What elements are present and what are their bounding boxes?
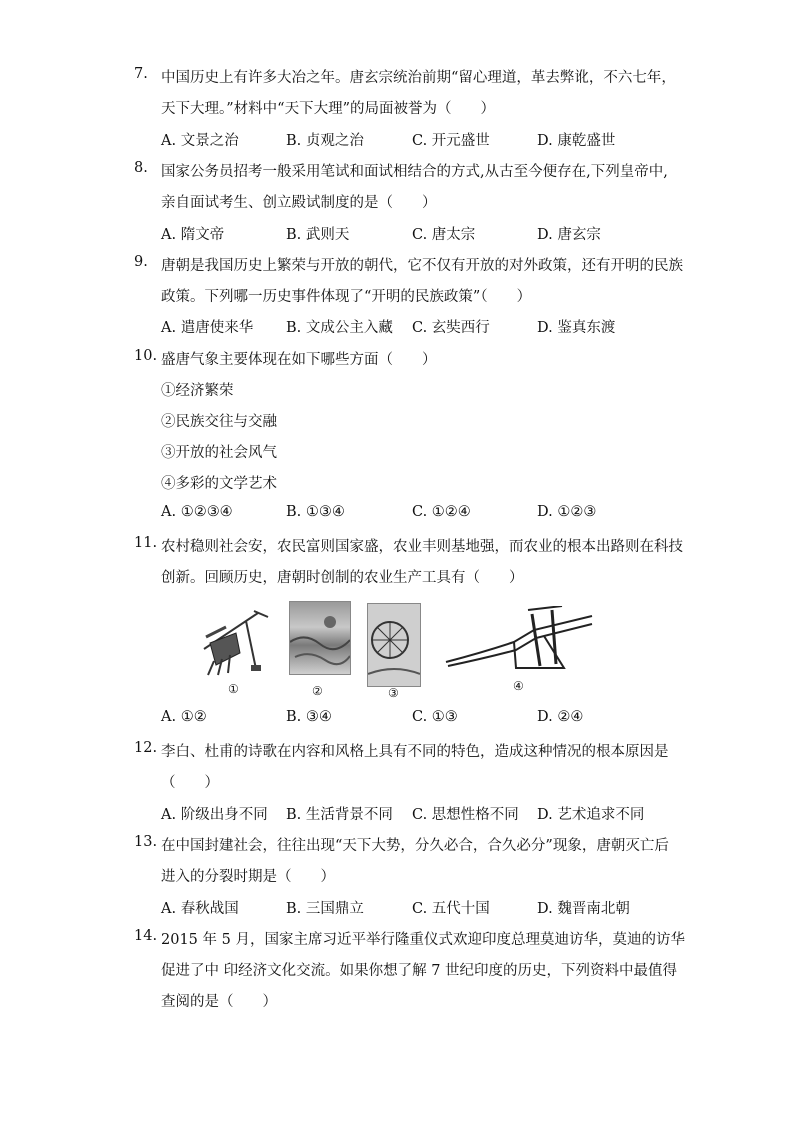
question-number: 7.: [134, 66, 148, 82]
option-c[interactable]: C. 唐太宗: [412, 227, 476, 243]
option-a[interactable]: A. ①②: [161, 709, 207, 725]
question-text: 天下大理。”材料中“天下大理”的局面被誉为（ ）: [161, 101, 495, 117]
option-b[interactable]: B. 文成公主入藏: [286, 320, 393, 336]
water-wheel-photo: [367, 603, 421, 687]
question-text: 李白、杜甫的诗歌在内容和风格上具有不同的特色，造成这种情况的根本原因是: [161, 744, 669, 760]
question-text: 进入的分裂时期是（ ）: [161, 869, 335, 885]
question-number: 8.: [134, 160, 148, 176]
statement-3: ③开放的社会风气: [161, 445, 277, 461]
tool-photo-2: [289, 601, 351, 675]
option-b[interactable]: B. 贞观之治: [286, 133, 364, 149]
statement-4: ④多彩的文学艺术: [161, 476, 277, 492]
figure-label: ②: [312, 684, 323, 698]
question-number: 10.: [134, 348, 158, 364]
question-text: 查阅的是（ ）: [161, 994, 277, 1010]
option-d[interactable]: D. ①②③: [537, 504, 597, 520]
option-a[interactable]: A. 阶级出身不同: [161, 807, 268, 823]
option-c[interactable]: C. 开元盛世: [412, 133, 490, 149]
option-d[interactable]: D. 康乾盛世: [537, 133, 616, 149]
option-b[interactable]: B. 武则天: [286, 227, 350, 243]
question-text: 亲自面试考生、创立殿试制度的是（ ）: [161, 195, 437, 211]
option-d[interactable]: D. 鉴真东渡: [537, 320, 616, 336]
question-text: 中国历史上有许多大冶之年。唐玄宗统治前期“留心理道，革去弊讹，不六七年，: [161, 70, 676, 86]
question-text: 唐朝是我国历史上繁荣与开放的朝代，它不仅有开放的对外政策，还有开明的民族: [161, 258, 683, 274]
figure-label: ④: [513, 679, 524, 693]
question-text: 农村稳则社会安，农民富则国家盛，农业丰则基地强，而农业的根本出路则在科技: [161, 539, 683, 555]
question-number: 9.: [134, 254, 148, 270]
option-d[interactable]: D. ②④: [537, 709, 584, 725]
figure-label: ③: [388, 686, 399, 700]
statement-2: ②民族交往与交融: [161, 414, 277, 430]
question-text: 在中国封建社会，往往出现“天下大势，分久必合，合久必分”现象，唐朝灭亡后: [161, 838, 669, 854]
curved-plough-drawing: [444, 606, 594, 676]
option-a[interactable]: A. 文景之治: [161, 133, 239, 149]
option-c[interactable]: C. 五代十国: [412, 901, 490, 917]
statement-1: ①经济繁荣: [161, 383, 234, 399]
question-text: （ ）: [161, 775, 219, 791]
figure-label: ①: [228, 682, 239, 696]
question-text: 2015 年 5 月，国家主席习近平举行隆重仪式欢迎印度总理莫迪访华，莫迪的访华: [161, 932, 685, 948]
option-d[interactable]: D. 魏晋南北朝: [537, 901, 630, 917]
option-a[interactable]: A. 春秋战国: [161, 901, 239, 917]
question-text: 盛唐气象主要体现在如下哪些方面（ ）: [161, 352, 437, 368]
option-c[interactable]: C. ①②④: [412, 504, 471, 520]
question-text: 国家公务员招考一般采用笔试和面试相结合的方式,从古至今便存在,下列皇帝中,: [161, 164, 668, 180]
option-c[interactable]: C. 思想性格不同: [412, 807, 519, 823]
option-b[interactable]: B. 三国鼎立: [286, 901, 364, 917]
plough-illustration: [196, 603, 274, 681]
option-a[interactable]: A. 遣唐使来华: [161, 320, 254, 336]
option-b[interactable]: B. ①③④: [286, 504, 345, 520]
option-a[interactable]: A. 隋文帝: [161, 227, 225, 243]
option-b[interactable]: B. ③④: [286, 709, 332, 725]
question-number: 12.: [134, 740, 158, 756]
option-a[interactable]: A. ①②③④: [161, 504, 233, 520]
option-c[interactable]: C. 玄奘西行: [412, 320, 490, 336]
question-text: 政策。下列哪一历史事件体现了“开明的民族政策”（ ）: [161, 289, 532, 305]
question-number: 11.: [134, 535, 158, 551]
question-text: 创新。回顾历史，唐朝时创制的农业生产工具有（ ）: [161, 570, 524, 586]
option-d[interactable]: D. 艺术追求不同: [537, 807, 645, 823]
question-text: 促进了中 印经济文化交流。如果你想了解 7 世纪印度的历史，下列资料中最值得: [161, 963, 678, 979]
question-number: 13.: [134, 834, 158, 850]
option-b[interactable]: B. 生活背景不同: [286, 807, 393, 823]
option-d[interactable]: D. 唐玄宗: [537, 227, 601, 243]
question-number: 14.: [134, 928, 158, 944]
option-c[interactable]: C. ①③: [412, 709, 458, 725]
